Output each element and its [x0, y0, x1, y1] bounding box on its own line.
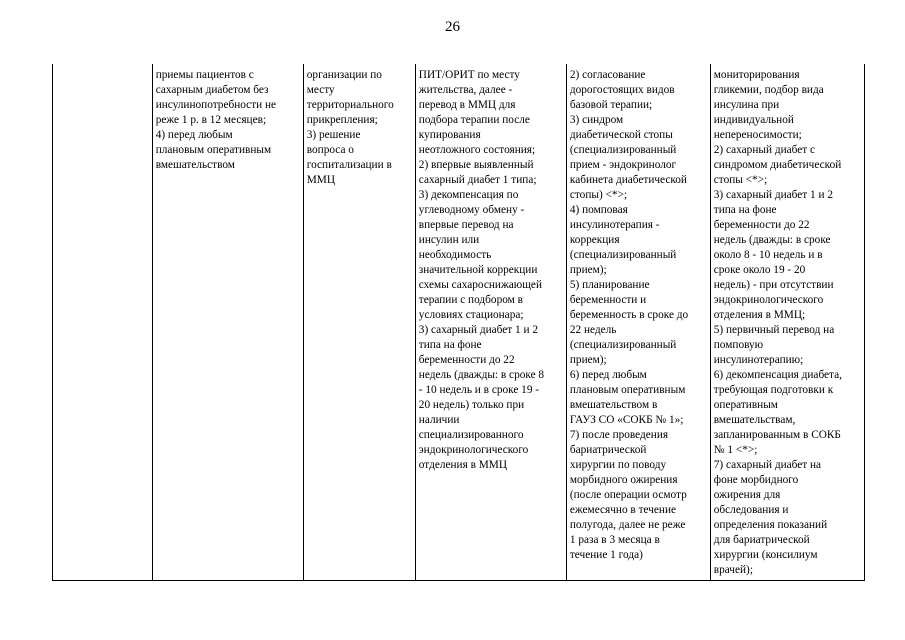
table-cell-transfer-criteria [710, 64, 864, 581]
cell-text: ПИТ/ОРИТ по месту жительства, далее - перевод в ММЦ для подбора терапии после купирования неотложного состояния; 2) впервые выявленный сахарный диабет 1 типа; 3) декомпенсация по углеводному обмену - впервые перевод на инсулин или необходимость значительной коррекции схемы сахароснижающей терапии с подбором в условиях стационара; 3) сахарный диабет 1 и 2 типа на фоне беременности до 22 недель (дважды: в сроке 8 - 10 недель и в сроке 19 - 20 недель) только при наличии специализированного эндокринологического отделения в ММЦ [418, 69, 545, 471]
table-cell-organization [303, 64, 415, 581]
cell-text: приемы пациентов с сахарным диабетом без инсулинопотребности не реже 1 р. в 12 месяцев; 4) перед любым плановым оперативным вмешательством [155, 69, 277, 171]
cell-text: 2) согласование дорогостоящих видов базовой терапии; 3) синдром диабетической стопы (специализированный прием - эндокринолог кабинета диабетической стопы) <*>; 4) помповая инсулинотерапия - коррекция (специализированный прием); 5) планирование беременности и беременность в сроке до 22 недель (специализированный прием); 6) перед любым плановым оперативным вмешательством в ГАУЗ СО «СОКБ № 1»; 7) после проведения бариатрической хирургии по поводу морбидного ожирения (после операции осмотр ежемесячно в течение полугода, далее не реже 1 раза в 3 месяца в течение 1 года) [569, 69, 689, 561]
table-cell-reception-criteria [152, 64, 303, 581]
table-cell-empty [53, 64, 153, 581]
cell-text: организации по месту территориального прикрепления; 3) решение вопроса о госпитализации в ММЦ [306, 69, 394, 186]
table-cell-consultation-criteria [566, 64, 710, 581]
cell-text: мониторирования гликемии, подбор вида инсулина при индивидуальной непереносимости; 2) сахарный диабет с синдромом диабетической стопы <*>; 3) сахарный диабет 1 и 2 типа на фоне беременности до 22 недель (дважды: в сроке около 8 - 10 недель и в сроке около 19 - 20 недель) - при отсутствии эндокринологического отделения в ММЦ; 5) первичный перевод на помповую инсулинотерапию; 6) декомпенсация диабета, требующая подготовки к оперативным вмешательствам, запланированным в СОКБ № 1 <*>; 7) сахарный диабет на фоне морбидного ожирения для обследования и определения показаний для бариатрической хирургии (консилиум врачей); [713, 69, 842, 576]
table-row [53, 64, 865, 581]
document-table [52, 64, 865, 581]
table-cell-hospitalization-criteria [415, 64, 566, 581]
page-number: 26 [445, 19, 460, 35]
